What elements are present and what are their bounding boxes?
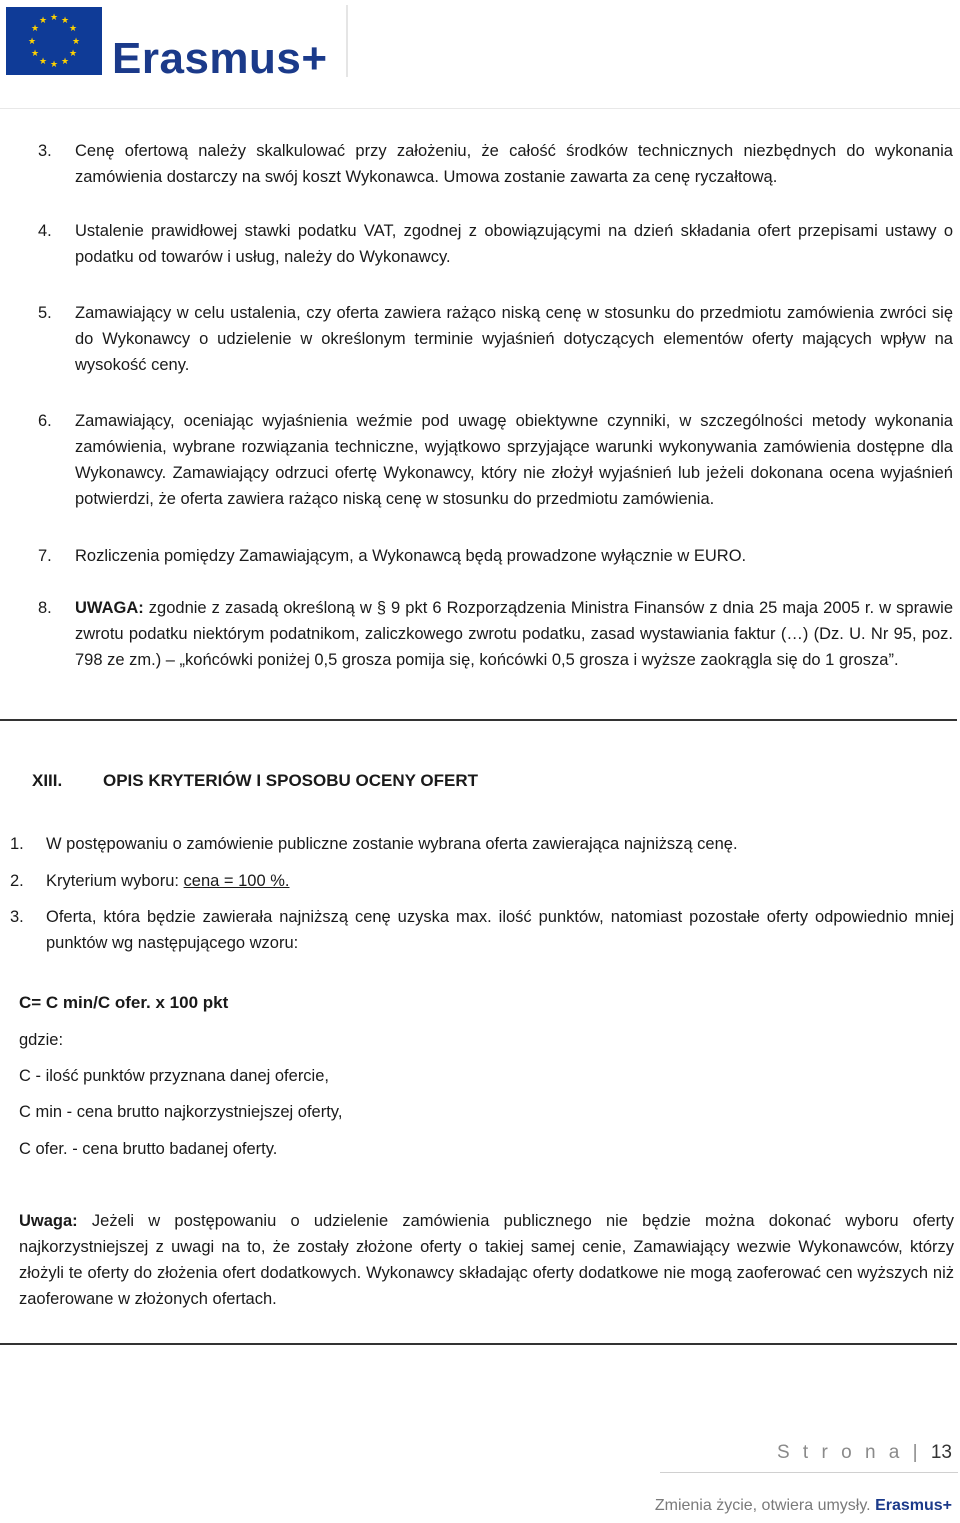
item-text: Zamawiający w celu ustalenia, czy oferta zawiera rażąco niską cenę w stosunku do przedmiotu zamówienia zwróci się do Wykonawcy o udzielenie w określonym terminie wyjaśnień dotyczących elementów oferty mających wpływ na wysokość ceny. [75,304,953,374]
legend-line: C ofer. - cena brutto badanej oferty. [19,1140,278,1158]
eu-stars-icon [6,7,102,75]
eu-flag-logo [6,7,102,75]
footer-slogan [655,1497,952,1515]
item-text [46,868,954,894]
formula: C= C min/C ofer. x 100 pkt [19,993,229,1012]
erasmus-logo-text: Erasmus+ [112,34,328,83]
svg-text:★: ★ [49,60,59,70]
item-number: 1. [10,835,24,853]
svg-text:★: ★ [49,13,59,23]
svg-text:★: ★ [68,24,78,34]
slogan-text: Zmienia życie, otwiera umysły. [654,1497,871,1514]
uwaga-label: UWAGA: [75,599,144,617]
svg-text:★: ★ [27,37,37,47]
criterion-label: Kryterium wyboru: [46,872,184,890]
item-number: 4. [38,222,52,240]
note-label: Uwaga: [19,1212,78,1230]
page-number-label [777,1442,952,1464]
footer-brand: Erasmus+ [875,1497,952,1514]
legend-line: gdzie: [19,1031,64,1049]
item-number: 6. [38,412,52,430]
item-text: W postępowaniu o zamówienie publiczne zostanie wybrana oferta zawierająca najniższą cenę. [46,835,738,853]
svg-text:★: ★ [38,16,48,26]
svg-text:★: ★ [60,16,70,26]
item-number: 5. [38,304,52,322]
footer-rule [660,1472,958,1473]
bottom-divider [0,1343,957,1345]
item-number: 3. [38,142,52,160]
item-number: 2. [10,872,24,890]
svg-text:★: ★ [30,49,40,59]
section-number: XIII. [32,771,63,790]
item-number: 3. [10,908,24,926]
note-text: Jeżeli w postępowaniu o udzielenie zamówienia publicznego nie będzie można dokonać wyboru oferty najkorzystniejszej z uwagi na to, że zostały złożone oferty o takiej samej cenie, Zamawiający wezwie Wykonawców, którzy złożyli te oferty do złożenia ofert dodatkowych. Wykonawcy składając oferty dodatkowe nie mogą zaoferować cen wyższych niż zaoferowane w złożonych ofertach. [19,1212,954,1308]
item-text [75,595,953,673]
svg-text:★: ★ [38,57,48,67]
section-divider [0,719,957,721]
item-number: 7. [38,547,52,565]
legend-line: C - ilość punktów przyznana danej ofercie, [19,1067,329,1085]
page-number: 13 [930,1442,952,1463]
svg-text:★: ★ [71,37,81,47]
logo-divider [346,5,348,77]
note-paragraph [19,1208,954,1312]
uwaga-text: zgodnie z zasadą określoną w § 9 pkt 6 Rozporządzenia Ministra Finansów z dnia 25 maja 2005 r. w sprawie zwrotu podatku niektórym podatnikom, zaliczkowego zwrotu podatku, zasad wystawiania faktur (…) (Dz. U. Nr 95, poz. 798 ze zm.) – „końcówki poniżej 0,5 grosza pomija się, końcówki 0,5 grosza i wyższe zaokrągla się do 1 grosza”. [75,599,953,669]
section-title: OPIS KRYTERIÓW I SPOSOBU OCENY OFERT [103,771,478,790]
legend-line: C min - cena brutto najkorzystniejszej oferty, [19,1103,343,1121]
item-number: 8. [38,599,52,617]
page-label: S t r o n a | [776,1442,922,1463]
item-text: Oferta, która będzie zawierała najniższą cenę uzyska max. ilość punktów, natomiast pozostałe oferty odpowiednio mniej punktów wg następującego wzoru: [46,908,954,952]
header-rule [0,108,960,109]
svg-text:★: ★ [68,49,78,59]
item-text: Rozliczenia pomiędzy Zamawiającym, a Wykonawcą będą prowadzone wyłącznie w EURO. [75,547,747,565]
svg-text:★: ★ [30,24,40,34]
item-text: Cenę ofertową należy skalkulować przy założeniu, że całość środków technicznych niezbędnych do wykonania zamówienia dostarczy na swój koszt Wykonawca. Umowa zostanie zawarta za cenę ryczałtową. [75,142,953,186]
svg-text:★: ★ [60,57,70,67]
item-text: Ustalenie prawidłowej stawki podatku VAT, zgodnej z obowiązującymi na dzień składania ofert przepisami ustawy o podatku od towarów i usług, należy do Wykonawcy. [75,222,953,266]
item-text: Zamawiający, oceniając wyjaśnienia weźmie pod uwagę obiektywne czynniki, w szczególności metody wykonania zamówienia, wybrane rozwiązania techniczne, wyjątkowo sprzyjające warunki wykonywania zamówienia dostępne dla Wykonawcy. Zamawiający odrzuci ofertę Wykonawcy, który nie złożył wyjaśnień lub jeżeli dokonana ocena wyjaśnień potwierdzi, że oferta zawiera rażąco niską cenę w stosunku do przedmiotu zamówienia. [75,412,953,508]
criterion-value: cena = 100 %. [183,872,290,890]
